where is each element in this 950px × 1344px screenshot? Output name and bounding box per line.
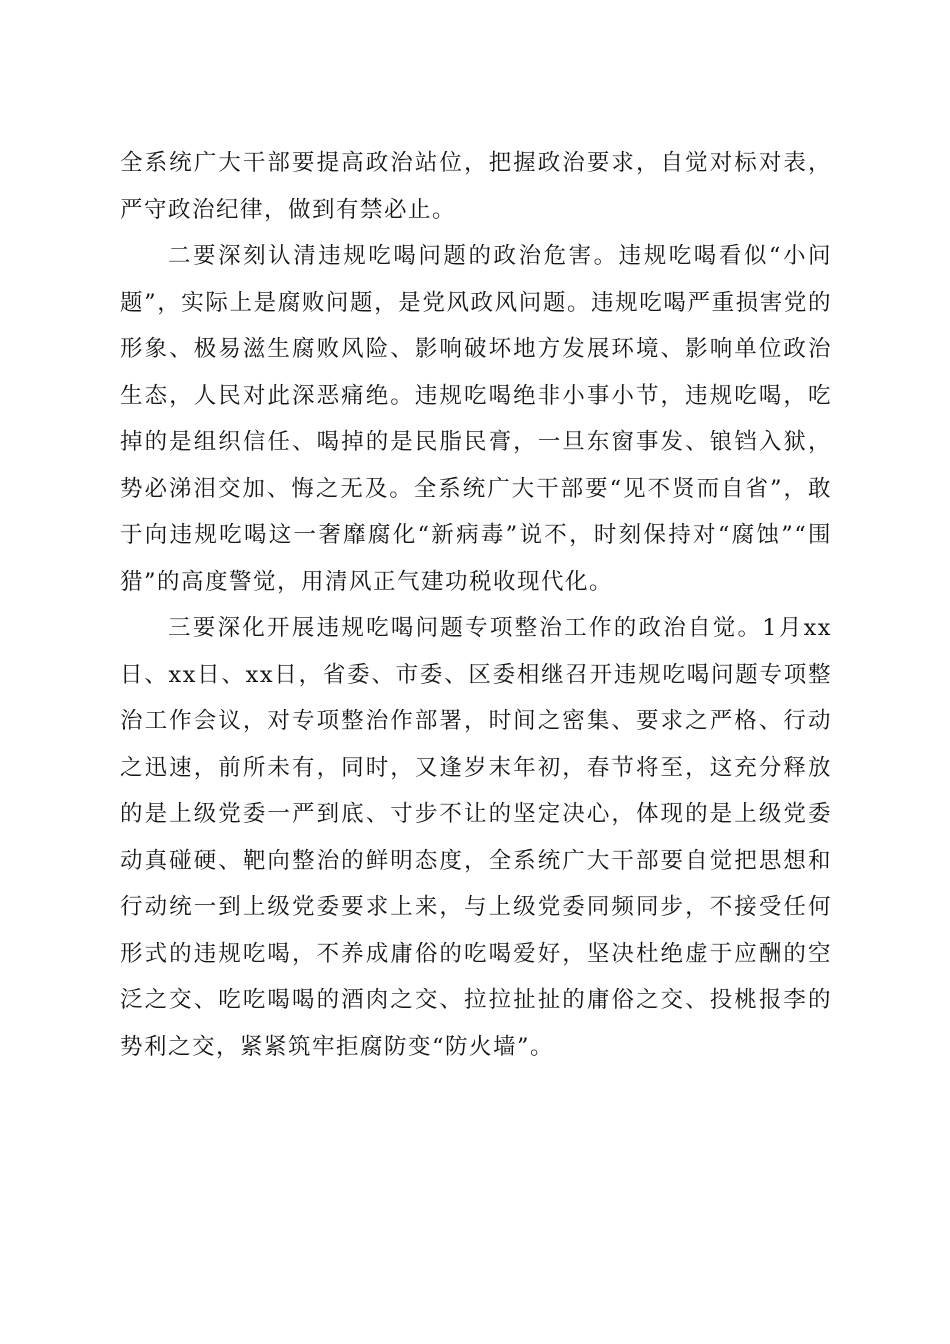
paragraph-point-two: 二要深刻认清违规吃喝问题的政治危害。违规吃喝看似“小问题”，实际上是腐败问题，是党风政风问题。违规吃喝严重损害党的形象、极易滋生腐败风险、影响破坏地方发展环境、影响单位政治生态，人民对此深恶痛绝。违规吃喝绝非小事小节，违规吃喝，吃掉的是组织信任、喝掉的是民脂民膏，一旦东窗事发、锒铛入狱，势必涕泪交加、悔之无及。全系统广大干部要“见不贤而自省”，敢于向违规吃喝这一奢靡腐化“新病毒”说不，时刻保持对“腐蚀”“围猎”的高度警觉，用清风正气建功税收现代化。: [120, 243, 832, 595]
document-body: [120, 140, 832, 1070]
paragraph-continuation: 全系统广大干部要提高政治站位，把握政治要求，自觉对标对表，严守政治纪律，做到有禁必止。: [120, 150, 832, 223]
paragraph-point-three: 三要深化开展违规吃喝问题专项整治工作的政治自觉。1月xx日、xx日、xx日，省委、市委、区委相继召开违规吃喝问题专项整治工作会议，对专项整治作部署，时间之密集、要求之严格、行动之迅速，前所未有，同时，又逢岁末年初，春节将至，这充分释放的是上级党委一严到底、寸步不让的坚定决心，体现的是上级党委动真碰硬、靶向整治的鲜明态度，全系统广大干部要自觉把思想和行动统一到上级党委要求上来，与上级党委同频同步，不接受任何形式的违规吃喝，不养成庸俗的吃喝爱好，坚决杜绝虚于应酬的空泛之交、吃吃喝喝的酒肉之交、拉拉扯扯的庸俗之交、投桃报李的势利之交，紧紧筑牢拒腐防变“防火墙”。: [120, 615, 832, 1060]
